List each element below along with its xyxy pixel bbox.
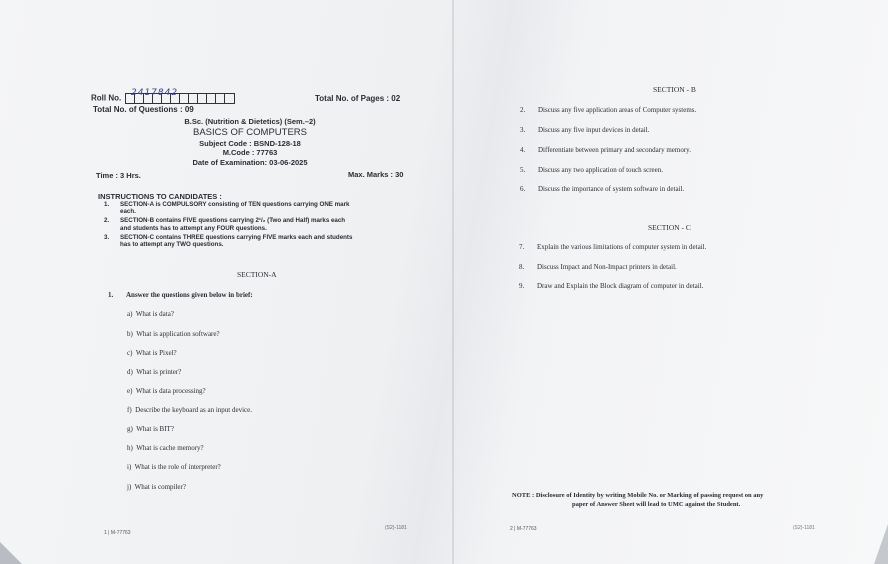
- sub-question-text: Describe the keyboard as an input device.: [135, 406, 252, 414]
- m-code: M.Code : 77763: [222, 148, 278, 157]
- sub-question-text: What is cache memory?: [136, 444, 204, 452]
- question-number: 4.: [520, 146, 526, 154]
- instruction-number: 2.: [104, 217, 110, 224]
- sub-question: [127, 463, 221, 471]
- note-line-2: paper of Answer Sheet will lead to UMC against the Student.: [572, 501, 741, 508]
- instruction-text: SECTION-C contains THREE questions carrying FIVE marks each and students: [120, 234, 353, 241]
- instruction-text-cont: has to attempt any TWO questions.: [120, 241, 224, 248]
- sub-question: [127, 425, 174, 433]
- sub-question-label: g): [127, 425, 133, 433]
- sub-question: [127, 368, 181, 376]
- instruction-text: SECTION-A is COMPULSORY consisting of TEN questions carrying ONE mark: [120, 201, 350, 208]
- note-line-1: NOTE : Disclosure of Identity by writing Mobile No. or Marking of passing request on any: [512, 492, 764, 499]
- question-text: Discuss any two application of touch screen.: [538, 166, 663, 174]
- sub-question: [127, 483, 186, 491]
- question-text: Discuss any five application areas of Computer systems.: [538, 106, 697, 114]
- sub-question: [127, 406, 252, 414]
- sub-question-text: What is data?: [135, 310, 174, 318]
- paper-corner-shadow: [0, 542, 22, 564]
- sub-question-label: b): [127, 330, 133, 338]
- paper-title: BASICS OF COMPUTERS: [192, 127, 307, 138]
- sub-question-label: h): [127, 444, 133, 452]
- instructions-heading: INSTRUCTIONS TO CANDIDATES :: [98, 192, 222, 201]
- question-text: Discuss Impact and Non-Impact printers in detail.: [537, 263, 677, 271]
- question-text: Explain the various limitations of computer system in detail.: [537, 243, 707, 251]
- exam-date: Date of Examination: 03-06-2025: [192, 158, 308, 167]
- instruction-text-cont: each.: [120, 208, 136, 215]
- instruction-number: 3.: [104, 234, 110, 241]
- sub-question-label: c): [127, 349, 133, 357]
- page-2-footer-right: (S2)-1181: [793, 525, 815, 531]
- question-number: 3.: [520, 126, 526, 134]
- page-2-footer-left: 2 | M-77763: [510, 526, 537, 532]
- question-number: 7.: [519, 243, 525, 251]
- instruction-number: 1.: [104, 201, 110, 208]
- section-c-heading: SECTION - C: [648, 223, 691, 232]
- max-marks: Max. Marks : 30: [348, 170, 404, 179]
- sub-question-text: What is application software?: [136, 330, 220, 338]
- sub-question-text: What is BIT?: [136, 425, 174, 433]
- page-1-footer-right: (S2)-1181: [385, 525, 407, 531]
- time-allowed: Time : 3 Hrs.: [96, 171, 141, 180]
- sub-question-label: d): [127, 368, 133, 376]
- total-questions: Total No. of Questions : 09: [93, 105, 194, 114]
- sub-question: [127, 330, 220, 338]
- sub-question-label: j): [127, 483, 132, 491]
- subject-code: Subject Code : BSND-128-18: [199, 139, 301, 148]
- section-b-heading: SECTION - B: [653, 85, 696, 94]
- paper-corner-shadow-right: [874, 524, 888, 564]
- question-1-text: Answer the questions given below in brief:: [126, 291, 253, 299]
- sub-question-label: i): [127, 463, 132, 471]
- total-pages: Total No. of Pages : 02: [315, 94, 401, 103]
- sub-question: [127, 310, 174, 318]
- question-number: 6.: [520, 185, 526, 193]
- sub-question-text: What is Pixel?: [135, 349, 177, 357]
- sub-question: [127, 444, 204, 452]
- instruction-text: SECTION-B contains FIVE questions carrying 2¹/₂ (Two and Half) marks each: [120, 217, 346, 224]
- question-number: 8.: [519, 263, 525, 271]
- question-text: Draw and Explain the Block diagram of computer in detail.: [537, 282, 704, 290]
- sub-question-text: What is compiler?: [134, 483, 186, 491]
- roll-number-handwritten: 2417842: [131, 88, 179, 98]
- sub-question-text: What is data processing?: [135, 387, 206, 395]
- sub-question: [127, 349, 177, 357]
- course-name: B.Sc. (Nutrition & Dietetics) (Sem.–2): [184, 117, 316, 126]
- question-text: Discuss any five input devices in detail.: [538, 126, 650, 134]
- question-number: 9.: [519, 282, 525, 290]
- sub-question-text: What is printer?: [136, 368, 182, 376]
- question-number: 2.: [520, 106, 526, 114]
- question-text: Differentiate between primary and secondary memory.: [538, 146, 691, 154]
- sub-question-label: f): [127, 406, 132, 414]
- question-text: Discuss the importance of system software in detail.: [538, 185, 685, 193]
- question-number: 5.: [520, 166, 526, 174]
- instruction-text-cont: and students has to attempt any FOUR questions.: [120, 225, 267, 232]
- question-1-number: 1.: [108, 291, 114, 299]
- section-a-heading: SECTION-A: [237, 270, 277, 279]
- sub-question-text: What is the role of interpreter?: [134, 463, 221, 471]
- sub-question-label: a): [127, 310, 133, 318]
- roll-label: Roll No.: [91, 93, 122, 103]
- sub-question: [127, 387, 206, 395]
- page-fold-line: [452, 0, 454, 564]
- sub-question-label: e): [127, 387, 133, 395]
- page-1-footer-left: 1 | M-77763: [104, 530, 131, 536]
